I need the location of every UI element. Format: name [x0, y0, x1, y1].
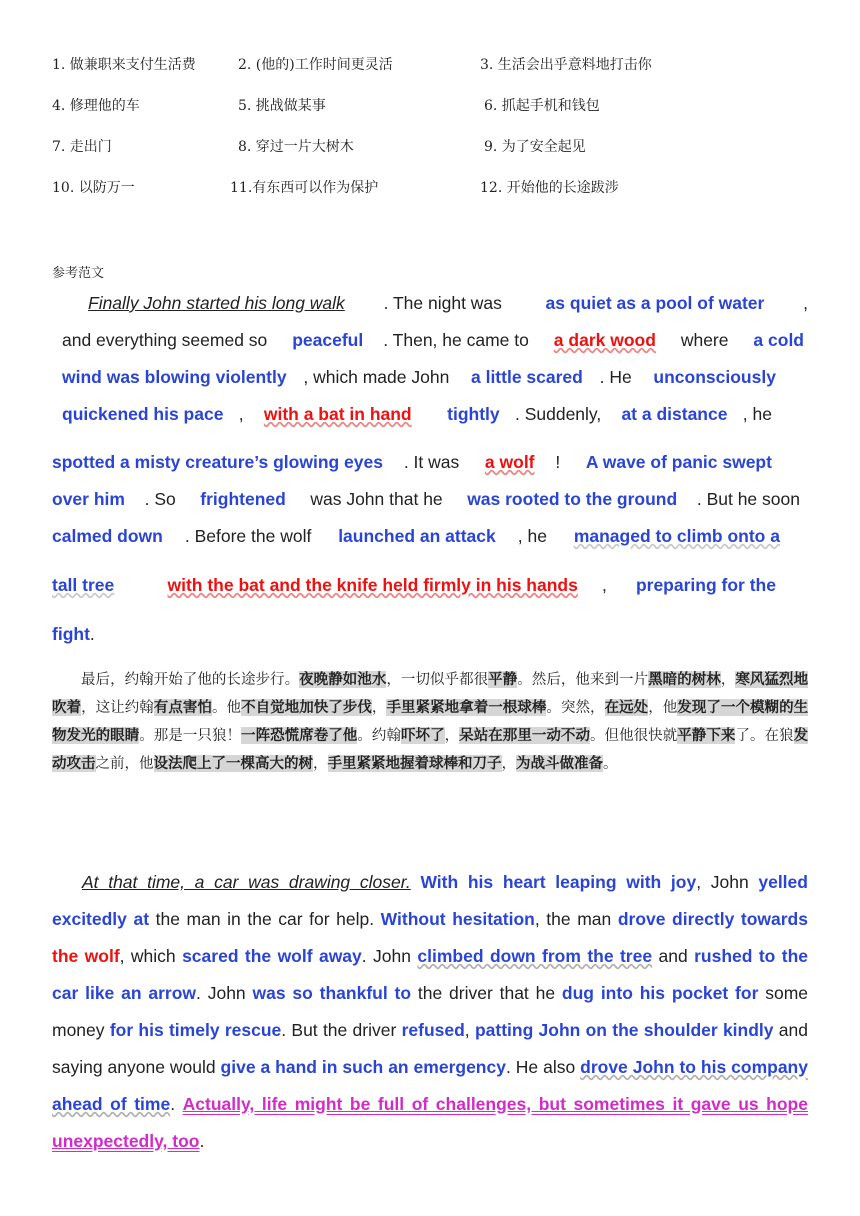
text-run: ， [371, 700, 387, 716]
phrase-item: 2. (他的)工作时间更灵活 [238, 57, 393, 73]
text-run: . So [144, 489, 181, 509]
text-run: , which [119, 946, 183, 966]
text-run: . Before the wolf [184, 526, 317, 546]
text-run: at a distance [621, 404, 728, 424]
text-run: was rooted to the ground [467, 489, 678, 509]
highlighted-phrase: 手里紧紧地拿着一根球棒 [386, 699, 547, 716]
text-run: ，这让约翰 [81, 700, 154, 716]
text-run: ， [720, 672, 736, 688]
text-run: for his timely rescue [109, 1020, 282, 1040]
text-run: a wolf [484, 452, 535, 472]
text-run: ， [313, 756, 328, 772]
text-run: patting John on the shoulder kindly [474, 1020, 774, 1040]
highlighted-phrase: 为战斗做准备 [516, 755, 603, 772]
text-run: managed to climb onto a [573, 526, 780, 546]
text-run: was so thankful to [252, 983, 412, 1003]
text-run: , [602, 575, 612, 595]
text-run: At that time, a car was drawing closer. [82, 872, 411, 892]
text-run: , [803, 293, 808, 313]
text-run: 。然后，他来到一片 [517, 672, 649, 688]
highlighted-phrase: 平静下来 [677, 727, 736, 744]
text-run: quickened his pace [62, 404, 224, 424]
text-run: 之前，他 [95, 756, 154, 772]
highlighted-phrase: 设法爬上了一棵高大的树 [153, 755, 313, 772]
text-run: . But the driver [281, 1020, 402, 1040]
text-run: . John [361, 946, 418, 966]
chinese-translation [52, 666, 808, 778]
text-run: . But he soon [696, 489, 800, 509]
text-run: as quiet as a pool of water [545, 293, 765, 313]
text-run: , which made John [303, 367, 455, 387]
text-run [138, 575, 143, 596]
text-run: 。约翰 [357, 728, 401, 744]
text-run: , he [517, 526, 552, 546]
text-run: and [652, 946, 695, 966]
text-run: A wave of panic swept [585, 452, 772, 472]
text-run: and saying anyone would [52, 1020, 809, 1077]
text-run: 。他 [211, 700, 242, 716]
phrase-item: 5. 挑战做某事 [238, 98, 326, 114]
phrase-item: 4. 修理他的车 [52, 98, 140, 114]
text-run: ， [501, 756, 516, 772]
text-run: give a hand in such an emergency [220, 1057, 506, 1077]
text-run: peaceful [292, 330, 364, 350]
phrase-item: 8. 穿过一片大树木 [238, 139, 354, 155]
text-run: , [464, 1020, 475, 1040]
text-run: with the bat and the knife held firmly in his hands [167, 575, 578, 595]
highlighted-phrase: 黑暗的树林 [648, 671, 721, 688]
text-run: . The night was [383, 293, 507, 313]
para1-line [52, 452, 772, 473]
text-run: drove John to his company ahead of time [52, 1057, 808, 1114]
text-run: where [675, 330, 734, 350]
text-run: Actually, life might be full of challenges, but sometimes it gave us hope unexpectedly, too [52, 1094, 808, 1151]
text-run: and everything seemed so [62, 330, 273, 350]
para1-line [88, 293, 808, 314]
para1-line [62, 404, 772, 425]
text-run: Without hesitation [380, 909, 535, 929]
text-run: ，一切似乎都很 [386, 672, 489, 688]
phrase-item: 11.有东西可以作为保护 [230, 180, 379, 196]
text-run: ，他 [648, 700, 678, 716]
text-run: unconsciously [653, 367, 776, 387]
paragraph-2 [52, 864, 808, 1160]
reference-label: 参考范文 [52, 266, 105, 281]
highlighted-phrase: 平静 [488, 671, 518, 688]
text-run: launched an attack [338, 526, 496, 546]
text-run: 了。在狼 [735, 728, 794, 744]
para1-line [52, 489, 800, 510]
phrase-item: 10. 以防万一 [52, 180, 135, 196]
text-run: tall tree [52, 575, 115, 595]
text-run: . Then, he came to [383, 330, 534, 350]
text-run: tightly [447, 404, 500, 424]
text-run: . [199, 1131, 205, 1151]
text-run: wind was blowing violently [62, 367, 287, 387]
text-run: 最后，约翰开始了他的长途步行。 [81, 672, 300, 688]
text-run: ， [444, 728, 460, 744]
text-run: . He [599, 367, 637, 387]
text-run: . [170, 1094, 183, 1114]
text-run: . He also [505, 1057, 581, 1077]
text-run: fight [52, 624, 90, 644]
para1-line [62, 330, 804, 351]
text-run: with a bat in hand [263, 404, 412, 424]
text-run: yelled excitedly at [52, 872, 808, 929]
text-run: ! [555, 452, 566, 472]
text-run: climbed down from the tree [417, 946, 653, 966]
text-run: the man in the car for help. [149, 909, 381, 929]
phrase-item: 6. 抓起手机和钱包 [484, 98, 600, 114]
text-run: dug into his pocket for [561, 983, 759, 1003]
text-run: refused [401, 1020, 465, 1040]
text-run: rushed to the car like an arrow [52, 946, 809, 1003]
text-run: over him [52, 489, 125, 509]
para1-line [52, 526, 780, 547]
highlighted-phrase: 在远处 [604, 699, 649, 716]
highlighted-phrase: 吓坏了 [400, 727, 445, 744]
highlighted-phrase: 寒风猛烈地吹着 [52, 671, 809, 716]
text-run: drove directly towards [617, 909, 808, 929]
highlighted-phrase: 呆站在那里一动不动 [459, 727, 591, 744]
text-run: . [89, 624, 95, 644]
text-run [427, 404, 432, 425]
highlighted-phrase: 有点害怕 [153, 699, 212, 716]
highlighted-phrase: 发现了一个模糊的生物发光的眼睛 [52, 699, 809, 744]
highlighted-phrase: 夜晚静如池水 [299, 671, 387, 688]
phrase-item: 7. 走出门 [52, 139, 112, 155]
text-run: the wolf [52, 946, 120, 966]
text-run: , John [696, 872, 759, 892]
highlighted-phrase: 发动攻击 [52, 727, 809, 772]
highlighted-phrase: 一阵恐慌席卷了他 [241, 727, 358, 744]
text-run: a cold [753, 330, 804, 350]
text-run: preparing for the [635, 575, 776, 595]
para1-line [52, 624, 95, 645]
text-run: With his heart leaping with joy [420, 872, 697, 892]
text-run: some money [52, 983, 809, 1040]
phrase-item: 9. 为了安全起见 [484, 139, 586, 155]
text-run: was John that he [305, 489, 448, 509]
text-run [411, 872, 421, 892]
highlighted-phrase: 不自觉地加快了步伐 [241, 699, 372, 716]
text-run: , [238, 404, 249, 424]
text-run: 。 [603, 756, 618, 772]
text-run: calmed down [52, 526, 163, 546]
text-run: spotted a misty creature’s glowing eyes [52, 452, 383, 472]
text-run: the driver that he [411, 983, 562, 1003]
text-run: a dark wood [553, 330, 656, 350]
para1-line [52, 575, 776, 596]
text-run: 。但他很快就 [590, 728, 678, 744]
text-run: frightened [200, 489, 286, 509]
text-run: , he [742, 404, 772, 424]
phrase-item: 12. 开始他的长途跋涉 [480, 180, 619, 196]
text-run: . Suddenly, [514, 404, 607, 424]
highlighted-phrase: 手里紧紧地握着球棒和刀子 [327, 755, 502, 772]
text-run: a little scared [470, 367, 583, 387]
para1-line [62, 367, 776, 388]
text-run: Finally John started his long walk [88, 293, 345, 313]
phrase-item: 1. 做兼职来支付生活费 [52, 57, 196, 73]
text-run: . John [196, 983, 253, 1003]
text-run: 。突然， [546, 700, 605, 716]
phrase-item: 3. 生活会出乎意料地打击你 [480, 57, 652, 73]
text-run: , the man [534, 909, 618, 929]
text-run: scared the wolf away [182, 946, 362, 966]
text-run: 。那是一只狼！ [139, 728, 242, 744]
text-run: . It was [403, 452, 465, 472]
